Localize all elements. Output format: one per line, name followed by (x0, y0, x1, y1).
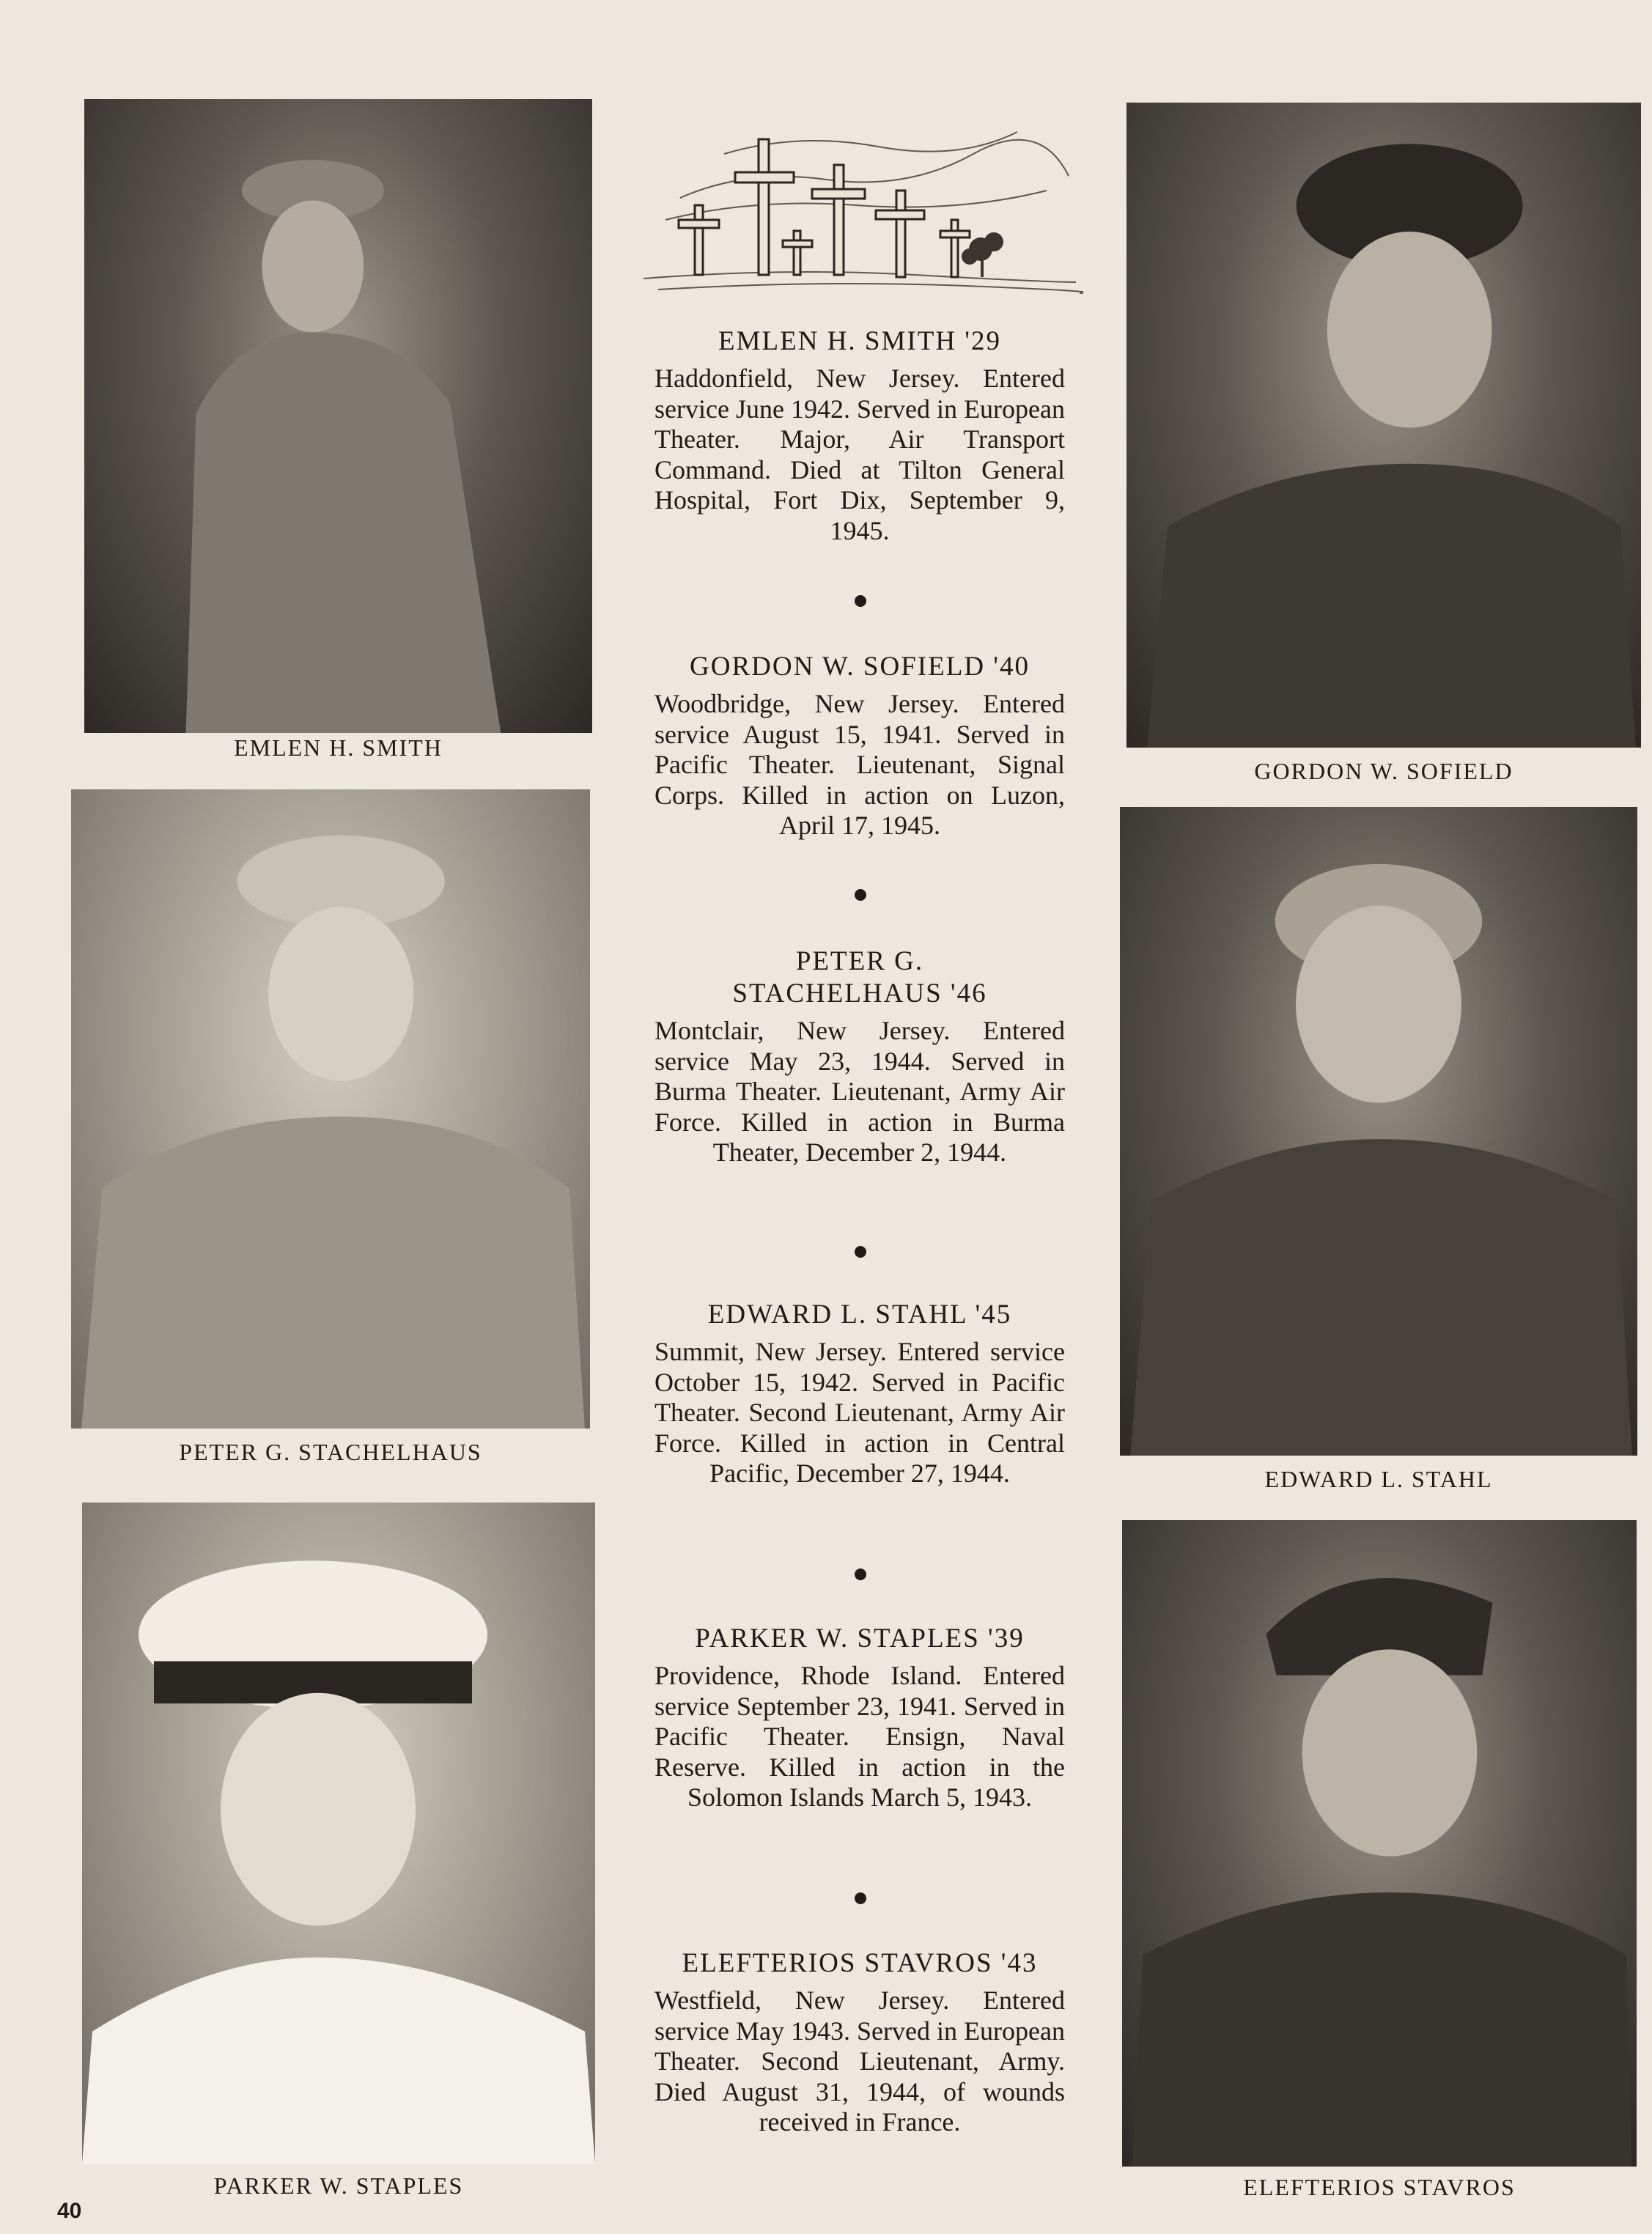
separator-bullet (855, 595, 866, 607)
memorial-entry (654, 651, 1065, 841)
photo-caption-edward-stahl: EDWARD L. STAHL (1264, 1466, 1493, 1492)
portrait-photo-emlen-smith (84, 99, 592, 733)
entry-name: GORDON W. SOFIELD '40 (690, 652, 1030, 682)
entry-text: Woodbridge, New Jersey. Entered service August 15, 1941. Served in Pacific Theater. Lieutenant, Signal Corps. Killed in action on Luzon, April 17, 1945. (654, 689, 1065, 840)
photo-caption-emlen-smith: EMLEN H. SMITH (234, 734, 443, 761)
separator-bullet (855, 1892, 866, 1904)
portrait-photo-peter-stachelhaus (71, 789, 590, 1428)
memorial-entry (654, 1623, 1065, 1813)
photo-caption-gordon-sofield: GORDON W. SOFIELD (1254, 758, 1513, 784)
entry-text: Montclair, New Jersey. Entered service May 23, 1944. Served in Burma Theater. Lieutenant, Army Air Force. Killed in action in Burma Theater, December 2, 1944. (654, 1016, 1065, 1167)
photo-caption-peter-stachelhaus: PETER G. STACHELHAUS (179, 1439, 482, 1465)
cemetery-crosses-illustration (636, 110, 1083, 315)
memorial-entry (654, 1299, 1065, 1489)
entry-name: ELEFTERIOS STAVROS '43 (682, 1948, 1038, 1978)
page-number: 40 (57, 2199, 82, 2223)
portrait-photo-edward-stahl (1120, 807, 1637, 1456)
entry-name: EDWARD L. STAHL '45 (707, 1300, 1012, 1330)
separator-bullet (855, 1246, 866, 1258)
separator-bullet (855, 889, 866, 901)
entry-name: PETER G. STACHELHAUS '46 (732, 946, 987, 1009)
portrait-photo-elefterios-stavros (1122, 1520, 1637, 2167)
memorial-entry (654, 325, 1065, 546)
entry-name: PARKER W. STAPLES '39 (695, 1623, 1025, 1654)
entry-text: Summit, New Jersey. Entered service October 15, 1942. Served in Pacific Theater. Second Lieutenant, Army Air Force. Killed in action in Central Pacific, December 27, 1944. (654, 1337, 1065, 1488)
portrait-photo-parker-staples (82, 1503, 595, 2164)
entry-name: EMLEN H. SMITH '29 (718, 326, 1001, 356)
entry-text: Westfield, New Jersey. Entered service May 1943. Served in European Theater. Second Lieutenant, Army. Died August 31, 1944, of wounds received in France. (654, 1986, 1065, 2137)
photo-caption-parker-staples: PARKER W. STAPLES (213, 2172, 464, 2199)
memorial-entry (654, 1947, 1065, 2138)
separator-bullet (855, 1568, 866, 1580)
entry-text: Haddonfield, New Jersey. Entered service June 1942. Served in European Theater. Major, Air Transport Command. Died at Tilton General Hospital, Fort Dix, September 9, 1945. (654, 364, 1065, 545)
entry-text: Providence, Rhode Island. Entered service September 23, 1941. Served in Pacific Theater. Ensign, Naval Reserve. Killed in action in the Solomon Islands March 5, 1943. (654, 1661, 1065, 1812)
photo-caption-elefterios-stavros: ELEFTERIOS STAVROS (1243, 2174, 1516, 2200)
memorial-entry (654, 945, 1065, 1168)
portrait-photo-gordon-sofield (1126, 103, 1641, 748)
